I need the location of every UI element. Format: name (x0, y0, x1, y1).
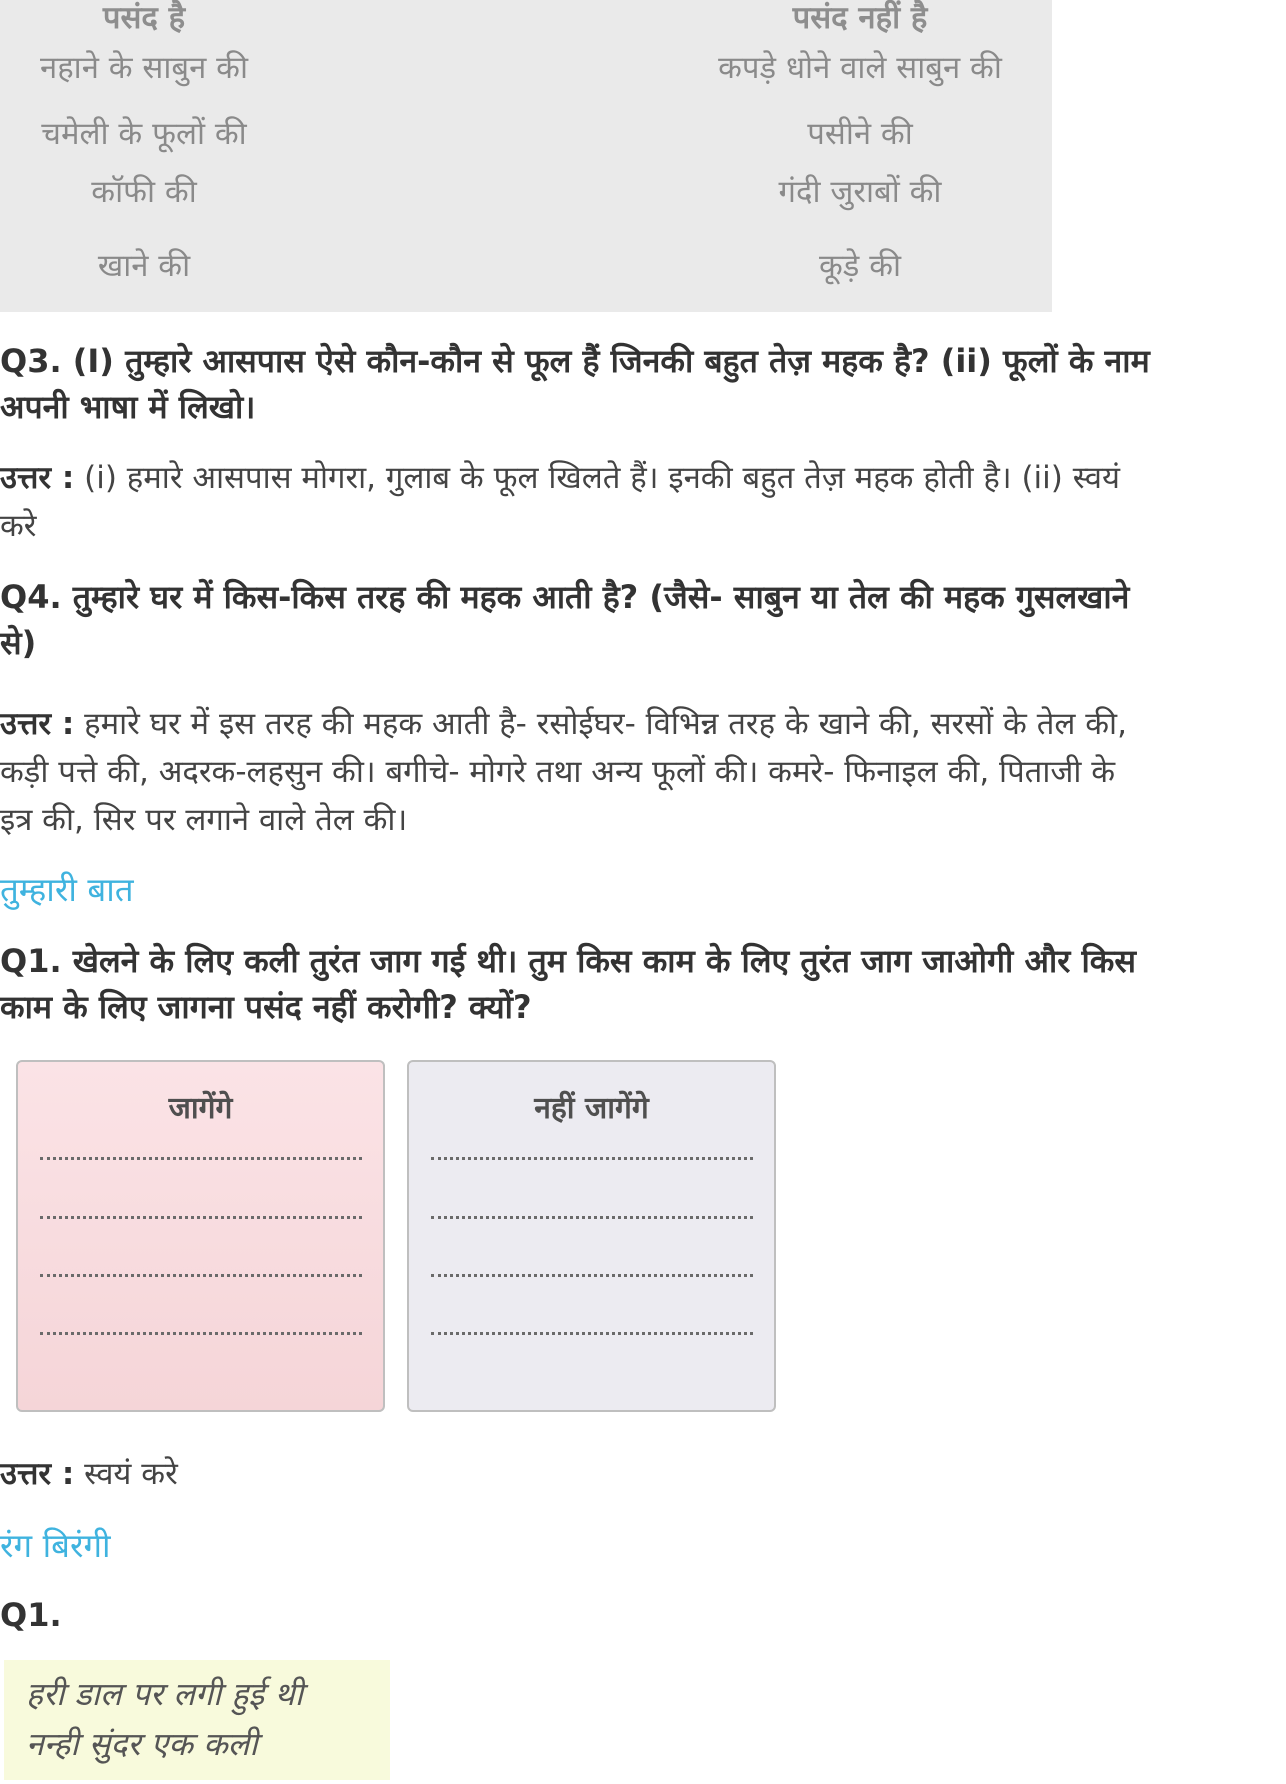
answer-1-text: स्वयं करे (74, 1456, 178, 1492)
question-1-line2: काम के लिए जागना पसंद नहीं करोगी? क्यों? (0, 988, 532, 1026)
dotted-line (40, 1216, 362, 1219)
question-3-line2: अपनी भाषा में लिखो। (0, 388, 256, 426)
question-3 (0, 338, 1286, 430)
question-4 (0, 574, 1286, 666)
question-4-line1: Q4. तुम्हारे घर में किस-किस तरह की महक आती है? (जैसे- साबुन या तेल की महक गुसलखाने (0, 578, 1130, 616)
dotted-line (431, 1332, 753, 1335)
answer-4-line3: इत्र की, सिर पर लगाने वाले तेल की। (0, 802, 408, 838)
answer-1 (0, 1450, 1286, 1498)
dislikes-item: कूड़े की (818, 248, 902, 284)
answer-label: उत्तर : (0, 706, 75, 742)
card-will-wake-title: जागेंगे (168, 1091, 233, 1126)
answer-4-line1: हमारे घर में इस तरह की महक आती है- रसोईघर- विभिन्न तरह के खाने की, सरसों के तेल की, (74, 706, 1127, 742)
dislikes-header: पसंद नहीं है (792, 0, 928, 36)
card-will-not-wake (407, 1060, 776, 1412)
question-1-line1: Q1. खेलने के लिए कली तुरंत जाग गई थी। तुम किस काम के लिए तुरंत जाग जाओगी और किस (0, 942, 1136, 980)
answer-4-line2: कड़ी पत्ते की, अदरक-लहसुन की। बगीचे- मोगरे तथा अन्य फूलों की। कमरे- फिनाइल की, पिताजी के (0, 754, 1116, 790)
likes-item: चमेली के फूलों की (41, 116, 247, 152)
dislikes-item: पसीने की (807, 116, 913, 152)
question-4-line2: से) (0, 624, 37, 662)
answer-label: उत्तर : (0, 460, 75, 496)
answer-label: उत्तर : (0, 1456, 75, 1492)
dislikes-item: गंदी जुराबों की (778, 174, 942, 210)
card-will-wake (16, 1060, 385, 1412)
section-heading-tumhari-baat: तुम्हारी बात (0, 870, 134, 909)
section-heading-rang-birangi: रंग बिरंगी (0, 1526, 111, 1565)
dotted-line (40, 1274, 362, 1277)
card-will-not-wake-title: नहीं जागेंगे (534, 1091, 649, 1126)
answer-3-line2: करे (0, 508, 37, 544)
poem-line: नन्ही सुंदर एक कली (26, 1725, 258, 1763)
dotted-line (40, 1157, 362, 1160)
answer-3 (0, 454, 1286, 550)
answer-3-line1: (i) हमारे आसपास मोगरा, गुलाब के फूल खिलते हैं। इनकी बहुत तेज़ महक होती है। (ii) स्वयं (74, 460, 1120, 496)
likes-item: कॉफी की (91, 174, 197, 210)
dotted-line (431, 1216, 753, 1219)
question-1 (0, 938, 1286, 1030)
question-1-poem: Q1. (0, 1596, 62, 1634)
poem-line: हरी डाल पर लगी हुई थी (26, 1675, 304, 1713)
question-3-line1: Q3. (I) तुम्हारे आसपास ऐसे कौन-कौन से फूल हैं जिनकी बहुत तेज़ महक है? (ii) फूलों के नाम (0, 342, 1150, 380)
likes-item: खाने की (97, 248, 191, 284)
likes-header: पसंद है (102, 0, 186, 36)
dotted-line (40, 1332, 362, 1335)
dotted-line (431, 1274, 753, 1277)
dotted-line (431, 1157, 753, 1160)
likes-item: नहाने के साबुन की (40, 50, 248, 86)
answer-4 (0, 700, 1286, 844)
dislikes-item: कपड़े धोने वाले साबुन की (718, 50, 1002, 86)
